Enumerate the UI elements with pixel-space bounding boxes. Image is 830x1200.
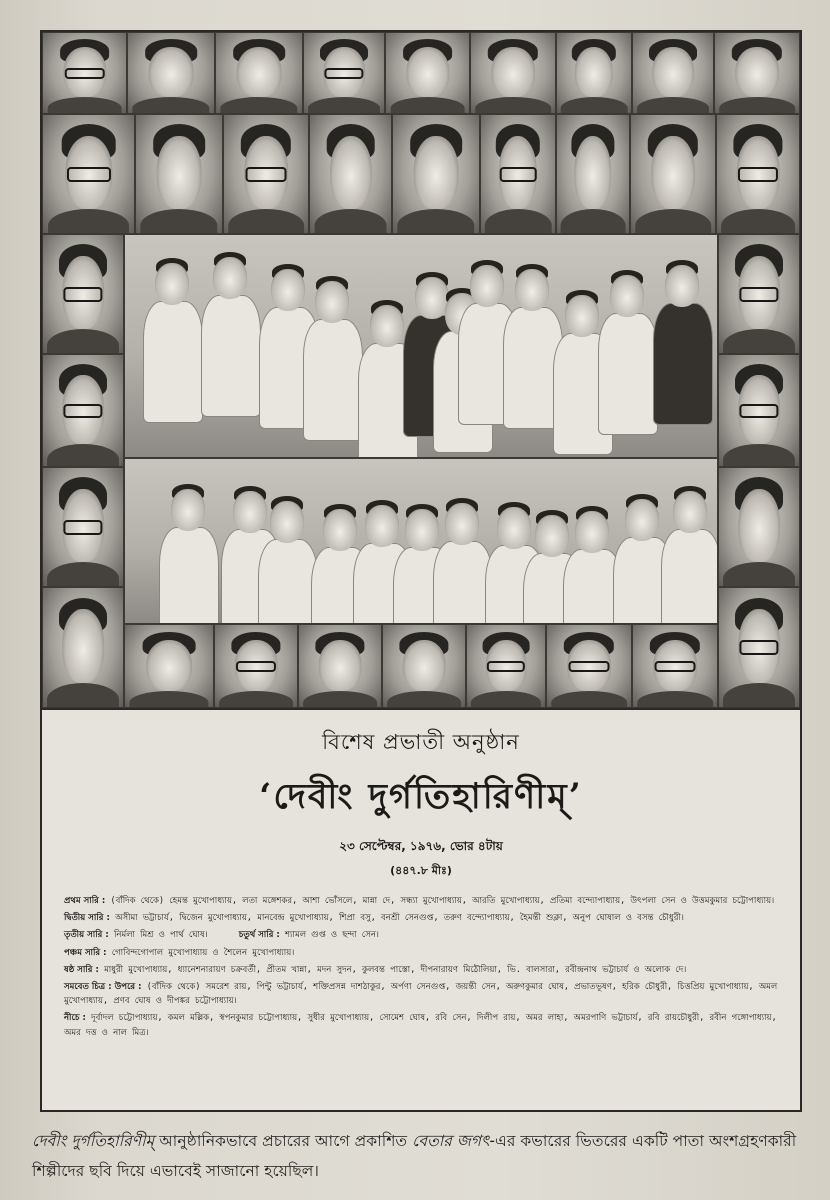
credit-row-2 (64, 910, 778, 924)
artist-portrait-photo (214, 624, 298, 708)
credit-text: দূর্বাদল চট্টোপাধ্যায়, কমল মল্লিক, স্বপনকুমার চট্টোপাধ্যায়, সুধীর মুখোপাধ্যায়, সোমেশ ঘোষ, রবি সেন, দিলীপ রায়, অমর লাহা, অমরপাণি ভট্টাচার্য, রবি রায়চৌধুরী, রবীন গঙ্গোপাধ্যায়, অমর দত্ত ও নাল মিত্র। (64, 1012, 777, 1037)
credit-text: (বাঁদিক থেকে) হেমন্ত মুখোপাধ্যায়, লতা মঙ্গেশকর, আশা ভোঁসলে, মান্না দে, সন্ধ্যা মুখোপাধ্যায়, আরতি মুখোপাধ্যায়, প্রতিমা বন্দ্যোপাধ্যায়, উৎপলা সেন ও উত্তমকুমার চট্টোপাধ্যায়। (110, 895, 775, 905)
artist-portrait-photo (223, 114, 309, 234)
artist-portrait-photo (42, 234, 124, 354)
caption-program-title: দেবীং দুর্গতিহারিণীম্ (32, 1132, 155, 1150)
credit-row-6 (64, 962, 778, 976)
artist-photo-collage (42, 32, 800, 710)
artist-portrait-photo (42, 587, 124, 708)
artist-portrait-photo (309, 114, 392, 234)
poster-subtitle: বিশেষ প্রভাতী অনুষ্ঠান (322, 730, 520, 754)
artist-portrait-photo (215, 32, 303, 114)
credit-text: (বাঁদিক থেকে) সমরেশ রায়, পিন্টু ভট্টাচার্য, শক্তিপ্রসন্ন দাশঠাকুর, অর্পণা সেনগুপ্ত, জয়ন্তী সেন, অরুণকুমার ঘোষ, প্রভাতভূষণ, হরিক চৌধুরী, চিত্তপ্রিয় মুখোপাধ্যায়, অমল মুখোপাধ্যায়, প্রণব ঘোষ ও দীপঙ্কর চট্টোপাধ্যায়। (64, 981, 778, 1006)
broadcast-wavelength: (৪৪৭.৮ মীঃ) (390, 864, 452, 877)
artist-portrait-photo (556, 32, 632, 114)
credit-label: প্রথম সারি : (64, 895, 106, 905)
artist-portrait-photo (42, 467, 124, 587)
credit-label: পঞ্চম সারি : (64, 946, 107, 957)
artist-portrait-photo (632, 624, 718, 708)
artist-portrait-photo (382, 624, 466, 708)
artist-portrait-photo (42, 32, 127, 114)
credit-text: নির্মলা মিশ্র ও পার্থ ঘোষ। (114, 929, 208, 940)
artist-portrait-photo (630, 114, 716, 234)
credit-label: সমবেত চিত্র : উপরে : (64, 981, 142, 992)
credit-group-bottom (64, 1010, 778, 1038)
artist-portrait-photo (124, 624, 214, 708)
artist-portrait-photo (303, 32, 385, 114)
credit-label: চতুর্থ সারি : (238, 929, 280, 940)
group-photo-bottom (124, 458, 718, 624)
artist-portrait-photo (718, 234, 800, 354)
artist-portrait-photo (718, 587, 800, 708)
artist-portrait-photo (546, 624, 632, 708)
credit-label: ষষ্ঠ সারি : (64, 963, 99, 974)
caption-text-part-1: আনুষ্ঠানিকভাবে প্রচারের আগে প্রকাশিত (154, 1132, 413, 1150)
credit-row-5 (64, 945, 778, 959)
artist-portrait-photo (385, 32, 470, 114)
artist-portrait-photo (392, 114, 480, 234)
credit-row-3-4 (64, 927, 778, 941)
artist-portrait-photo (470, 32, 556, 114)
credit-text: শ্যামল গুপ্ত ও ছন্দা সেন। (285, 929, 380, 940)
poster-text-area (42, 710, 800, 1110)
credit-text: মাধুরী মুখোপাধ্যায়, ধ্যানেশনারায়ণ চক্রবর্তী, প্রীতম খান্না, মদন সুদন, কুলবন্ত পাস্তো, দীপনারায়ণ মিঠৌলিয়া, ভি. বালসারা, রবীন্দ্রনাথ ভট্টাচার্য ও অলোক দে। (104, 963, 687, 974)
artist-portrait-photo (135, 114, 223, 234)
credit-row-1 (64, 893, 778, 907)
credit-label: তৃতীয় সারি : (64, 929, 109, 940)
credits-list (64, 893, 778, 1039)
artist-portrait-photo (718, 467, 800, 587)
artist-portrait-photo (718, 354, 800, 467)
artist-portrait-photo (466, 624, 546, 708)
broadcast-date: ২৩ সেপ্টেম্বর, ১৯৭৬, ভোর ৪টায় (339, 839, 503, 853)
artist-portrait-photo (716, 114, 800, 234)
artist-portrait-photo (632, 32, 714, 114)
credit-text: অসীমা ভট্টাচার্য, দ্বিজেন মুখোপাধ্যায়, মানবেন্দ্র মুখোপাধ্যায়, শিপ্রা বসু, বনশ্রী সেনগুপ্ত, তরুণ বন্দ্যোপাধ্যায়, হৈমন্তী শুক্লা, অনুপ ঘোষাল ও বসন্ত চৌধুরী। (115, 912, 684, 923)
artist-portrait-photo (42, 114, 135, 234)
artist-portrait-photo (298, 624, 382, 708)
poster-frame (40, 30, 802, 1112)
credit-label: নীচে : (64, 1012, 86, 1023)
book-caption (32, 1126, 812, 1186)
poster-title: ‘দেবীং দুর্গতিহারিণীম্’ (259, 776, 583, 817)
caption-magazine-name: বেতার জগৎ (412, 1132, 490, 1150)
credit-text: গোবিন্দগোপাল মুখোপাধ্যায় ও শৈলেন মুখোপাধ্যায়। (111, 946, 295, 957)
group-photo-top (124, 234, 718, 458)
credit-label: দ্বিতীয় সারি : (64, 912, 110, 923)
artist-portrait-photo (42, 354, 124, 467)
caption-text-part-2: -এর কভারের ভিতরের একটি পাতা অংশগ্রহণকারী শিল্পীদের ছবি দিয়ে এভাবেই সাজানো হয়েছিল। (32, 1132, 797, 1180)
credit-group-top (64, 979, 778, 1007)
artist-portrait-photo (127, 32, 215, 114)
artist-portrait-photo (556, 114, 630, 234)
artist-portrait-photo (714, 32, 800, 114)
artist-portrait-photo (480, 114, 556, 234)
